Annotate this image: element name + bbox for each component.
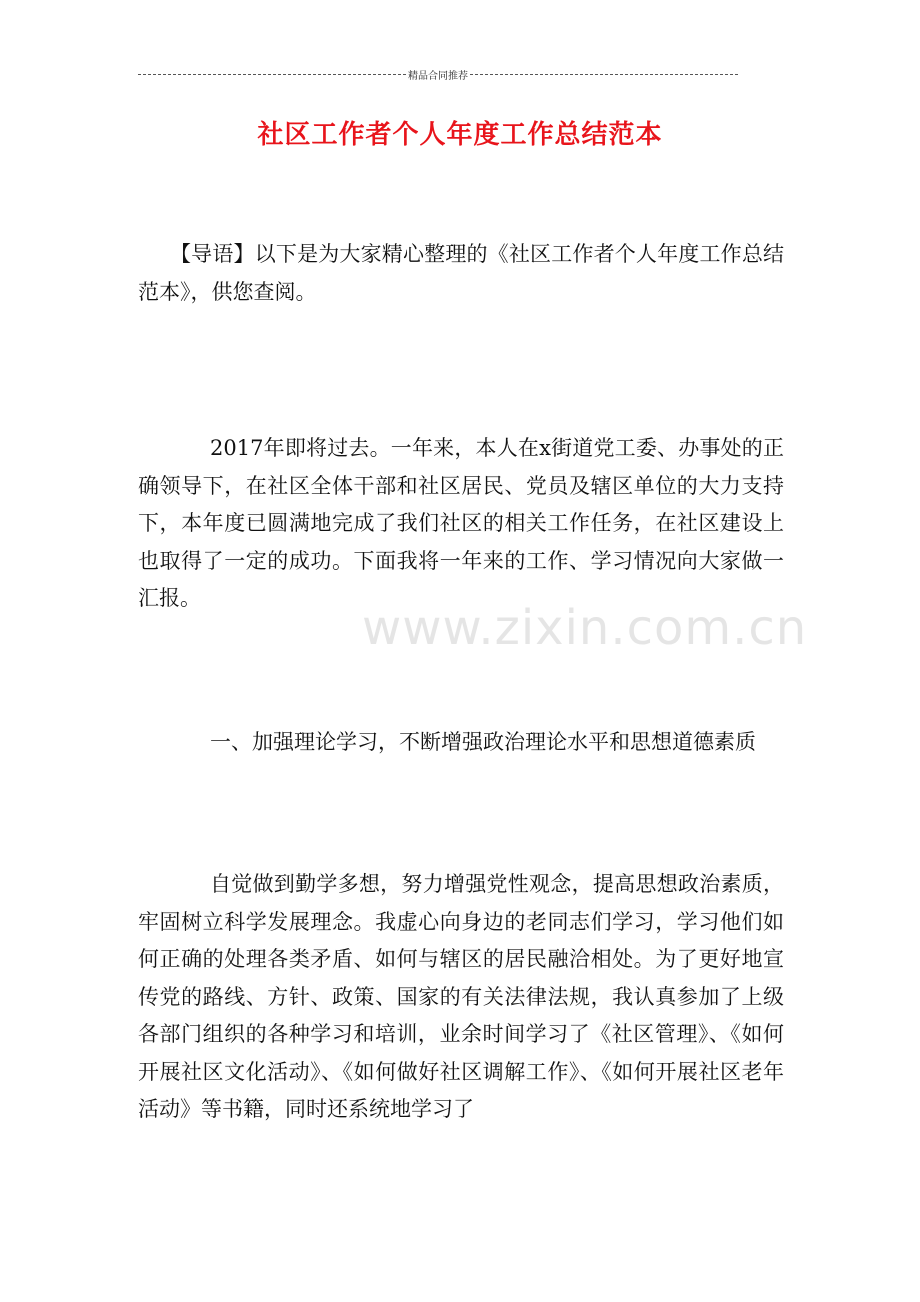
- watermark-text: www.zixin.com.cn: [362, 600, 808, 656]
- body-paragraph-1: 2017年即将过去。一年来，本人在x街道党工委、办事处的正确领导下，在社区全体干部和社区居民、党员及辖区单位的大力支持下，本年度已圆满地完成了我们社区的相关工作任务，在社区建设上也取得了一定的成功。下面我将一年来的工作、学习情况向大家做一汇报。: [138, 436, 784, 610]
- header-dash-right: [470, 74, 738, 75]
- header-label: 精品合同推荐: [408, 70, 468, 82]
- page-header: [138, 66, 738, 82]
- body-paragraph-2: 自觉做到勤学多想，努力增强党性观念，提高思想政治素质，牢固树立科学发展理念。我虚心向身边的老同志们学习，学习他们如何正确的处理各类矛盾、如何与辖区的居民融洽相处。为了更好地宣传党的路线、方针、政策、国家的有关法律法规，我认真参加了上级各部门组织的各种学习和培训，业余时间学习了《社区管理》、《如何开展社区文化活动》、《如何做好社区调解工作》、《如何开展社区老年活动》等书籍，同时还系统地学习了: [138, 872, 784, 1121]
- intro-paragraph: 【导语】以下是为大家精心整理的《社区工作者个人年度工作总结范本》，供您查阅。: [138, 242, 784, 304]
- document-title: 社区工作者个人年度工作总结范本: [257, 120, 663, 150]
- header-dash-left: [138, 74, 406, 75]
- section-heading-1: 一、加强理论学习，不断增强政治理论水平和思想道德素质: [210, 730, 756, 754]
